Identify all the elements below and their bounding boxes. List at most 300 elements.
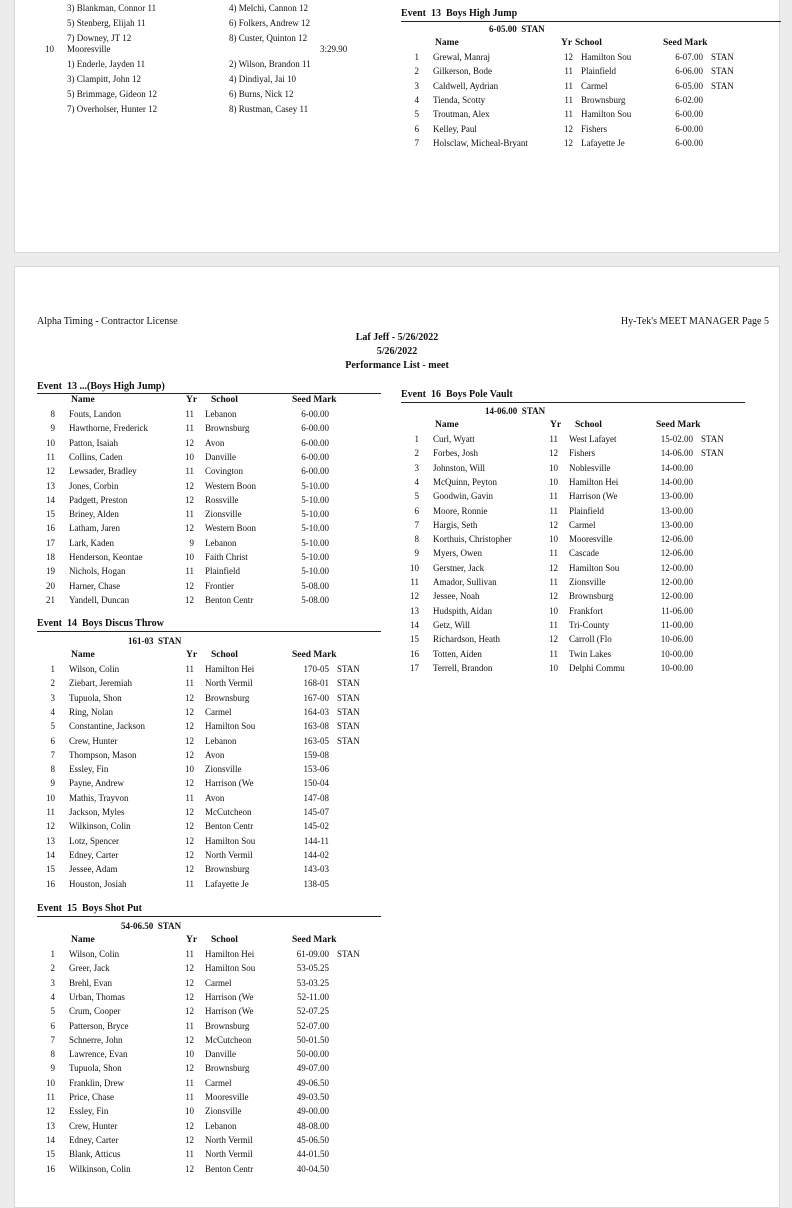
- place: 5: [50, 1006, 55, 1017]
- seed-mark: 12-06.00: [660, 534, 693, 545]
- place: 10: [46, 792, 55, 803]
- school: Mooresville: [569, 534, 613, 545]
- school: Plainfield: [581, 66, 616, 77]
- year: 10: [549, 662, 558, 673]
- athlete-name: Blank, Atticus: [69, 1149, 121, 1160]
- seed-mark: 50-00.00: [296, 1049, 329, 1060]
- place: 8: [50, 409, 55, 419]
- athlete-name: Yandell, Duncan: [69, 594, 130, 605]
- place: 13: [46, 835, 55, 846]
- place: 9: [50, 423, 55, 434]
- athlete-name: Hawthorne, Frederick: [69, 423, 148, 434]
- seed-mark: 144-02: [303, 849, 329, 860]
- athlete-name: Wilkinson, Colin: [69, 1163, 131, 1174]
- year: 11: [564, 66, 573, 77]
- year: 11: [185, 1149, 194, 1160]
- athlete-name: McQuinn, Peyton: [433, 476, 497, 487]
- table-header: [37, 650, 377, 662]
- column-header-school: School: [575, 420, 602, 430]
- school: Tri-County: [569, 619, 610, 630]
- place: 6: [414, 123, 419, 134]
- year: 10: [549, 534, 558, 545]
- place: 6: [50, 1020, 55, 1031]
- athlete-name: Hudspith, Aidan: [433, 605, 493, 616]
- athlete-name: Wilson, Colin: [69, 949, 120, 959]
- relay-member: 5) Brimmage, Gideon 12: [67, 89, 157, 99]
- place: 6: [414, 505, 419, 516]
- table-row: [401, 448, 741, 462]
- table-row: [37, 678, 377, 692]
- seed-mark: 40-04.50: [296, 1163, 329, 1174]
- table-row: [37, 1063, 377, 1077]
- athlete-name: Getz, Will: [433, 619, 470, 630]
- event-14-heading: Event 14 Boys Discus Throw: [37, 618, 164, 629]
- school: Harrison (We: [205, 991, 254, 1002]
- seed-mark: 11-06.00: [661, 605, 693, 616]
- column-header-yr: Yr: [186, 650, 198, 660]
- seed-mark: 5-10.00: [301, 537, 329, 548]
- place: 5: [50, 721, 55, 732]
- table-row: [37, 538, 377, 552]
- school: Brownsburg: [205, 692, 250, 703]
- standard-flag: STAN: [337, 678, 360, 689]
- column-header-yr: Yr: [561, 38, 573, 48]
- table-row: [37, 452, 377, 466]
- year: 11: [549, 548, 558, 559]
- school: Zionsville: [205, 1106, 242, 1117]
- year: 12: [549, 634, 558, 645]
- school: Plainfield: [569, 505, 604, 516]
- place: 10: [410, 562, 419, 573]
- school: Faith Christ: [205, 552, 248, 562]
- school: McCutcheon: [205, 807, 252, 817]
- table-row: [37, 949, 377, 963]
- place: 16: [410, 648, 419, 659]
- list-title: Performance List - meet: [345, 360, 449, 371]
- place: 5: [414, 491, 419, 502]
- table-row: [37, 693, 377, 707]
- year: 11: [549, 648, 558, 659]
- school: Fishers: [569, 448, 596, 459]
- event-15-standard: 54-06.50 STAN: [121, 921, 182, 931]
- seed-mark: 15-02.00: [660, 434, 693, 444]
- school: Danville: [205, 1049, 236, 1060]
- school: Mooresville: [205, 1092, 249, 1102]
- table-row: [401, 491, 741, 505]
- standard-flag: STAN: [337, 664, 360, 674]
- athlete-name: Mathis, Trayvon: [69, 792, 129, 803]
- place: 11: [410, 577, 419, 587]
- relay-member: 1) Enderle, Jayden 11: [67, 59, 146, 69]
- place: 12: [46, 821, 55, 832]
- seed-mark: 52-07.00: [296, 1020, 329, 1031]
- relay-member-row: [15, 89, 385, 102]
- table-row: [37, 836, 377, 850]
- seed-mark: 49-03.50: [296, 1092, 329, 1102]
- athlete-name: Tupuola, Shon: [69, 1063, 122, 1074]
- seed-mark: 52-07.25: [296, 1006, 329, 1017]
- table-row: [37, 992, 377, 1006]
- athlete-name: Curl, Wyatt: [433, 434, 475, 444]
- event-13-standard: 6-05.00 STAN: [489, 24, 545, 34]
- place: 3: [50, 977, 55, 988]
- table-row: [401, 563, 741, 577]
- table-row: [37, 821, 377, 835]
- year: 12: [185, 437, 194, 448]
- column-header-name: Name: [71, 650, 95, 660]
- school: Hamilton Sou: [205, 721, 256, 732]
- table-row: [37, 523, 377, 537]
- year: 11: [185, 466, 194, 477]
- school: Western Boon: [205, 523, 257, 534]
- seed-mark: 164-03: [303, 706, 329, 717]
- relay-member-row: [15, 3, 385, 16]
- seed-mark: 14-00.00: [660, 476, 693, 487]
- relay-place: 10: [45, 44, 54, 54]
- athlete-name: Totten, Aiden: [433, 648, 482, 659]
- school: Benton Centr: [205, 1163, 254, 1174]
- seed-mark: 6-00.00: [301, 423, 329, 434]
- school: Hamilton Hei: [205, 949, 255, 959]
- seed-mark: 14-06.00: [660, 448, 693, 459]
- seed-mark: 13-00.00: [660, 505, 693, 516]
- table-row: [401, 477, 741, 491]
- athlete-name: Richardson, Heath: [433, 634, 500, 645]
- column-header-seed: Seed Mark: [292, 935, 337, 945]
- place: 11: [46, 451, 55, 462]
- school: Brownsburg: [205, 423, 250, 434]
- school: Lebanon: [205, 735, 237, 746]
- school: McCutcheon: [205, 1034, 252, 1045]
- relay-member: 7) Overholser, Hunter 12: [67, 104, 158, 114]
- place: 21: [46, 594, 55, 605]
- place: 4: [50, 991, 55, 1002]
- school: Brownsburg: [205, 864, 250, 875]
- seed-mark: 138-05: [303, 878, 329, 889]
- seed-mark: 45-06.50: [296, 1134, 329, 1145]
- table-row: [37, 438, 377, 452]
- place: 14: [410, 619, 419, 630]
- athlete-name: Goodwin, Gavin: [433, 491, 493, 502]
- athlete-name: Edney, Carter: [69, 849, 119, 860]
- year: 10: [185, 1106, 194, 1117]
- seed-mark: 145-07: [303, 807, 329, 817]
- year: 11: [549, 491, 558, 502]
- seed-mark: 11-00.00: [661, 619, 693, 630]
- year: 11: [185, 949, 194, 959]
- athlete-name: Lawrence, Evan: [69, 1049, 128, 1060]
- year: 11: [185, 1077, 194, 1088]
- table-row: [37, 1149, 377, 1163]
- place: 2: [414, 66, 419, 77]
- place: 16: [46, 523, 55, 534]
- school: North Vermil: [205, 1149, 253, 1160]
- athlete-name: Lewsader, Bradley: [69, 466, 137, 477]
- athlete-name: Crew, Hunter: [69, 1120, 118, 1131]
- year: 12: [185, 963, 194, 974]
- athlete-name: Ring, Nolan: [69, 706, 113, 717]
- page-2: [14, 266, 780, 1208]
- year: 11: [185, 423, 194, 434]
- place: 17: [410, 662, 419, 673]
- place: 7: [414, 519, 419, 530]
- meet-date: 5/26/2022: [376, 346, 418, 357]
- column-header-yr: Yr: [186, 935, 198, 945]
- seed-mark: 153-06: [303, 764, 329, 775]
- relay-member: 6) Burns, Nick 12: [229, 89, 294, 99]
- relay-member: 8) Rustman, Casey 11: [229, 104, 309, 114]
- relay-member: 7) Downey, JT 12: [67, 33, 132, 43]
- athlete-name: Greer, Jack: [69, 963, 110, 974]
- year: 12: [185, 849, 194, 860]
- seed-mark: 48-08.00: [296, 1120, 329, 1131]
- place: 15: [410, 634, 419, 645]
- athlete-name: Hargis, Seth: [433, 519, 478, 530]
- year: 12: [185, 749, 194, 760]
- event-13-cont-heading: Event 13 ...(Boys High Jump): [37, 381, 165, 392]
- place: 16: [46, 878, 55, 889]
- athlete-name: Korthuis, Christopher: [433, 534, 512, 545]
- event-16-heading: Event 16 Boys Pole Vault: [401, 389, 513, 400]
- year: 12: [185, 735, 194, 746]
- year: 11: [549, 619, 558, 630]
- year: 12: [185, 778, 194, 789]
- place: 12: [46, 1106, 55, 1117]
- seed-mark: 12-00.00: [660, 591, 693, 602]
- year: 12: [185, 1134, 194, 1145]
- year: 12: [185, 835, 194, 846]
- year: 12: [185, 1006, 194, 1017]
- table-row: [37, 879, 377, 893]
- place: 7: [50, 1034, 55, 1045]
- athlete-name: Johnston, Will: [433, 462, 485, 473]
- column-header-seed: Seed Mark: [292, 650, 337, 660]
- year: 10: [549, 476, 558, 487]
- relay-member-row: [15, 74, 385, 87]
- relay-team-name: Mooresville: [67, 44, 111, 54]
- year: 11: [185, 664, 194, 674]
- seed-mark: 6-00.00: [301, 409, 329, 419]
- athlete-name: Latham, Jaren: [69, 523, 120, 534]
- place: 12: [46, 466, 55, 477]
- table-row: [37, 595, 377, 609]
- place: 9: [414, 548, 419, 559]
- table-row: [401, 606, 741, 620]
- seed-mark: 61-09.00: [296, 949, 329, 959]
- athlete-name: Briney, Alden: [69, 509, 119, 520]
- athlete-name: Moore, Ronnie: [433, 505, 488, 516]
- athlete-name: Price, Chase: [69, 1092, 114, 1102]
- year: 12: [185, 494, 194, 505]
- athlete-name: Caldwell, Aydrian: [433, 80, 499, 91]
- seed-mark: 12-00.00: [660, 577, 693, 587]
- relay-member: 4) Melchi, Cannon 12: [229, 3, 308, 13]
- athlete-name: Edney, Carter: [69, 1134, 119, 1145]
- athlete-name: Thompson, Mason: [69, 749, 137, 760]
- table-row: [37, 1106, 377, 1120]
- standard-flag: STAN: [711, 66, 734, 77]
- standard-flag: STAN: [711, 52, 734, 62]
- place: 16: [46, 1163, 55, 1174]
- column-header-school: School: [211, 650, 238, 660]
- place: 15: [46, 509, 55, 520]
- year: 10: [185, 764, 194, 775]
- year: 12: [185, 864, 194, 875]
- year: 9: [189, 537, 194, 548]
- athlete-name: Forbes, Josh: [433, 448, 479, 459]
- year: 11: [564, 109, 573, 120]
- seed-mark: 5-08.00: [301, 594, 329, 605]
- seed-mark: 163-08: [303, 721, 329, 732]
- table-row: [401, 66, 771, 80]
- standard-flag: STAN: [337, 949, 360, 959]
- school: Noblesville: [569, 462, 611, 473]
- seed-mark: 144-11: [303, 835, 329, 846]
- school: Brownsburg: [581, 94, 626, 105]
- table-header: [37, 395, 377, 407]
- seed-mark: 159-08: [303, 749, 329, 760]
- table-row: [37, 963, 377, 977]
- year: 12: [549, 562, 558, 573]
- athlete-name: Constantine, Jackson: [69, 721, 145, 732]
- school: North Vermil: [205, 1134, 253, 1145]
- athlete-name: Jackson, Myles: [69, 807, 125, 817]
- athlete-name: Amador, Sullivan: [433, 577, 497, 587]
- school: Lafayette Je: [205, 878, 249, 889]
- year: 11: [185, 678, 194, 689]
- column-header-seed: Seed Mark: [656, 420, 701, 430]
- school: Lafayette Je: [581, 137, 625, 148]
- table-row: [37, 764, 377, 778]
- year: 11: [185, 878, 194, 889]
- seed-mark: 12-06.00: [660, 548, 693, 559]
- athlete-name: Ziebart, Jeremiah: [69, 678, 132, 689]
- school: Hamilton Sou: [581, 109, 632, 120]
- seed-mark: 6-05.00: [675, 80, 703, 91]
- seed-mark: 170-05: [303, 664, 329, 674]
- place: 9: [50, 1063, 55, 1074]
- athlete-name: Tupuola, Shon: [69, 692, 122, 703]
- athlete-name: Payne, Andrew: [69, 778, 124, 789]
- athlete-name: Terrell, Brandon: [433, 662, 493, 673]
- athlete-name: Gilkerson, Bode: [433, 66, 492, 77]
- event-13-heading: Event 13 Boys High Jump: [401, 8, 518, 19]
- header-left: Alpha Timing - Contractor License: [37, 316, 178, 327]
- event-14-standard: 161-03 STAN: [128, 636, 182, 646]
- school: Zionsville: [205, 509, 242, 520]
- place: 7: [414, 137, 419, 148]
- table-row: [401, 649, 741, 663]
- seed-mark: 52-11.00: [297, 991, 329, 1002]
- school: Hamilton Sou: [581, 52, 632, 62]
- divider: [37, 916, 381, 917]
- place: 2: [414, 448, 419, 459]
- place: 9: [50, 778, 55, 789]
- school: Brownsburg: [569, 591, 614, 602]
- year: 11: [549, 434, 558, 444]
- year: 11: [549, 577, 558, 587]
- year: 11: [185, 566, 194, 577]
- place: 15: [46, 1149, 55, 1160]
- athlete-name: Wilkinson, Colin: [69, 821, 131, 832]
- table-row: [401, 434, 741, 448]
- seed-mark: 6-00.00: [301, 466, 329, 477]
- year: 12: [185, 1163, 194, 1174]
- table-header: [401, 420, 741, 432]
- event-15-heading: Event 15 Boys Shot Put: [37, 903, 143, 914]
- school: Carmel: [205, 977, 232, 988]
- school: Avon: [205, 749, 225, 760]
- table-row: [401, 138, 771, 152]
- seed-mark: 6-00.00: [675, 109, 703, 120]
- school: Plainfield: [205, 566, 240, 577]
- year: 11: [564, 80, 573, 91]
- place: 4: [414, 94, 419, 105]
- seed-mark: 143-03: [303, 864, 329, 875]
- year: 12: [564, 52, 573, 62]
- athlete-name: Henderson, Keontae: [69, 552, 143, 562]
- school: Danville: [205, 451, 236, 462]
- relay-member: 5) Stenberg, Elijah 11: [67, 18, 146, 28]
- seed-mark: 53-03.25: [296, 977, 329, 988]
- place: 14: [46, 849, 55, 860]
- table-row: [401, 463, 741, 477]
- athlete-name: Troutman, Alex: [433, 109, 490, 120]
- school: Benton Centr: [205, 821, 254, 832]
- relay-member: 4) Dindiyal, Jai 10: [229, 74, 296, 84]
- school: Avon: [205, 792, 225, 803]
- athlete-name: Crew, Hunter: [69, 735, 118, 746]
- school: Hamilton Sou: [569, 562, 620, 573]
- year: 11: [185, 509, 194, 520]
- place: 8: [50, 764, 55, 775]
- column-header-name: Name: [435, 420, 459, 430]
- school: Fishers: [581, 123, 608, 134]
- place: 1: [414, 434, 419, 444]
- relay-team-row: [15, 44, 385, 57]
- place: 3: [50, 692, 55, 703]
- seed-mark: 5-10.00: [301, 480, 329, 491]
- seed-mark: 13-00.00: [660, 519, 693, 530]
- place: 13: [410, 605, 419, 616]
- school: Covington: [205, 466, 244, 477]
- seed-mark: 167-00: [303, 692, 329, 703]
- year: 12: [185, 821, 194, 832]
- year: 12: [185, 1120, 194, 1131]
- place: 1: [50, 664, 55, 674]
- column-header-name: Name: [71, 395, 95, 405]
- school: Carmel: [581, 80, 608, 91]
- year: 11: [185, 792, 194, 803]
- table-row: [37, 1006, 377, 1020]
- column-header-yr: Yr: [550, 420, 562, 430]
- athlete-name: Schnerre, John: [69, 1034, 123, 1045]
- seed-mark: 6-07.00: [675, 52, 703, 62]
- year: 11: [185, 409, 194, 419]
- place: 11: [46, 1092, 55, 1102]
- school: North Vermil: [205, 849, 253, 860]
- table-row: [37, 1135, 377, 1149]
- athlete-name: Fouts, Landon: [69, 409, 122, 419]
- place: 1: [50, 949, 55, 959]
- standard-flag: STAN: [337, 735, 360, 746]
- table-row: [37, 736, 377, 750]
- place: 2: [50, 678, 55, 689]
- school: Hamilton Sou: [205, 963, 256, 974]
- school: Frankfort: [569, 605, 603, 616]
- column-header-school: School: [575, 38, 602, 48]
- place: 12: [410, 591, 419, 602]
